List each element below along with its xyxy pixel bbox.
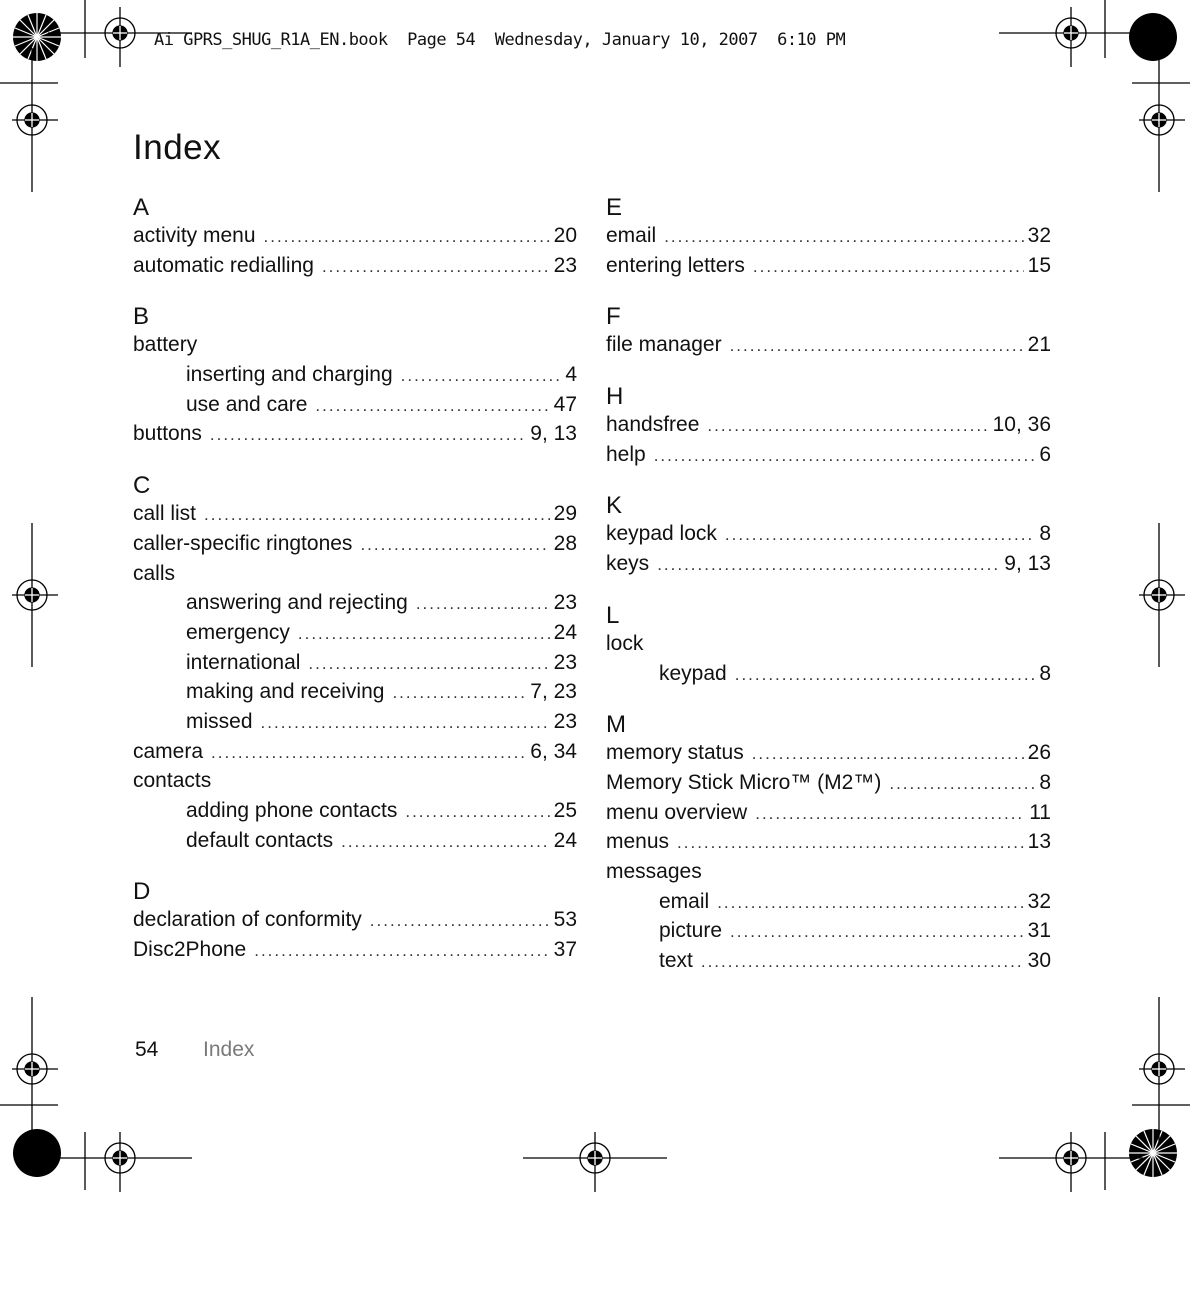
index-group-e — [606, 195, 1051, 280]
dot-leader — [717, 888, 1023, 917]
index-term: keypad — [659, 661, 727, 685]
dot-leader — [677, 828, 1024, 857]
index-page-ref: 26 — [1027, 741, 1051, 765]
index-letter-heading: B — [133, 303, 150, 331]
index-term: email — [659, 889, 710, 913]
index-group-m — [606, 712, 1051, 976]
dot-leader — [654, 441, 1036, 470]
footer-section-name: Index — [203, 1038, 255, 1061]
dot-leader — [341, 827, 550, 856]
crosshair-mark — [12, 523, 58, 667]
index-term: declaration of conformity — [133, 908, 362, 932]
index-subentry — [606, 946, 1051, 976]
index-group-b — [133, 304, 577, 449]
index-page-ref: 7, 23 — [530, 680, 577, 704]
index-letter-heading: A — [133, 194, 150, 221]
index-term: camera — [133, 739, 204, 763]
index-term: use and care — [186, 392, 308, 416]
index-entry — [606, 629, 1051, 659]
crosshair-mark — [999, 1132, 1143, 1192]
index-entry — [606, 519, 1051, 549]
index-page-ref: 11 — [1029, 800, 1051, 824]
footer-page-number: 54 — [135, 1038, 159, 1061]
index-subentry — [133, 707, 577, 737]
index-term: battery — [133, 333, 198, 357]
print-slug-page: Page 54 — [407, 30, 476, 50]
dot-leader — [735, 660, 1036, 689]
index-subentry — [133, 677, 577, 707]
index-term: email — [606, 224, 657, 247]
dot-leader — [725, 520, 1035, 549]
index-entry — [133, 499, 577, 529]
crosshair-mark — [48, 1132, 192, 1192]
index-group-c — [133, 473, 577, 855]
index-term: lock — [606, 631, 644, 655]
index-page-ref: 6 — [1039, 442, 1051, 466]
dot-leader — [392, 678, 526, 707]
index-entry — [606, 251, 1051, 281]
index-letter-heading: F — [606, 303, 621, 331]
dot-leader — [315, 391, 549, 420]
index-entry — [606, 221, 1051, 251]
index-entry — [606, 549, 1051, 579]
index-entry — [606, 827, 1051, 857]
index-page-ref: 24 — [553, 828, 577, 852]
index-entry — [133, 529, 577, 559]
dot-leader — [405, 797, 549, 826]
index-term: memory status — [606, 741, 744, 765]
index-entry — [133, 905, 577, 935]
index-group-h — [606, 384, 1051, 469]
index-term: text — [659, 949, 693, 972]
index-term: missed — [186, 709, 253, 733]
index-term: answering and rejecting — [186, 591, 408, 615]
page-title: Index — [133, 128, 222, 167]
index-term: activity menu — [133, 224, 256, 247]
solid-dot-mark-top-right — [1129, 13, 1177, 61]
index-term: international — [186, 650, 301, 674]
index-term: inserting and charging — [186, 363, 393, 387]
index-page-ref: 6, 34 — [530, 739, 577, 763]
index-page-ref: 23 — [553, 591, 577, 615]
index-entry — [133, 251, 577, 281]
index-entry — [133, 419, 577, 449]
index-page-ref: 23 — [553, 709, 577, 733]
crosshair-mark — [1139, 48, 1185, 192]
crosshair-mark — [999, 7, 1143, 67]
dot-leader — [210, 420, 526, 449]
solid-dot-mark-bottom-left — [13, 1129, 61, 1177]
index-entry — [606, 768, 1051, 798]
index-term: emergency — [186, 620, 290, 644]
index-subentry — [133, 360, 577, 390]
dot-leader — [370, 906, 550, 935]
dot-leader — [730, 331, 1024, 360]
index-page-ref: 9, 13 — [530, 422, 577, 446]
dot-leader — [889, 769, 1035, 798]
index-term: automatic redialling — [133, 253, 314, 277]
index-page-ref: 32 — [1027, 224, 1051, 247]
index-letter-heading: D — [133, 878, 151, 906]
index-page-ref: 8 — [1039, 770, 1051, 794]
dot-leader — [261, 708, 550, 737]
index-group-a — [133, 195, 577, 280]
index-subentry — [133, 588, 577, 618]
dot-leader — [204, 500, 550, 529]
dot-leader — [755, 799, 1025, 828]
dot-leader — [264, 222, 550, 251]
index-page-ref: 31 — [1027, 919, 1051, 943]
index-entry — [606, 798, 1051, 828]
index-term: entering letters — [606, 253, 745, 277]
index-term: picture — [659, 919, 723, 943]
index-page-ref: 24 — [553, 620, 577, 644]
crosshair-mark — [12, 997, 58, 1141]
index-page-ref: 37 — [553, 938, 577, 962]
index-page-ref: 23 — [553, 253, 577, 277]
index-page-ref: 15 — [1027, 253, 1051, 277]
index-term: making and receiving — [186, 680, 385, 704]
crosshair-mark — [1139, 523, 1185, 667]
index-page-ref: 29 — [553, 502, 577, 526]
dot-leader — [707, 411, 988, 440]
index-entry — [606, 410, 1051, 440]
index-term: contacts — [133, 769, 212, 793]
index-term: call list — [133, 502, 197, 526]
index-page-ref: 25 — [553, 799, 577, 822]
index-letter-heading: C — [133, 472, 151, 500]
index-term: default contacts — [186, 828, 334, 852]
index-subentry — [133, 826, 577, 856]
index-subentry — [133, 648, 577, 678]
index-letter-heading: E — [606, 194, 623, 221]
index-page-ref: 23 — [553, 650, 577, 674]
dot-leader — [730, 917, 1024, 946]
dot-leader — [308, 649, 549, 678]
index-page-ref: 8 — [1039, 522, 1051, 546]
index-term: calls — [133, 561, 176, 585]
index-subentry — [133, 618, 577, 648]
index-page-ref: 32 — [1027, 889, 1051, 913]
dot-leader — [416, 589, 550, 618]
print-slug-time: 6:10 PM — [777, 30, 846, 50]
dot-leader — [254, 936, 549, 965]
dot-leader — [664, 222, 1023, 251]
index-letter-heading: H — [606, 383, 624, 411]
dot-leader — [657, 550, 1000, 579]
index-page-ref: 9, 13 — [1004, 552, 1051, 576]
index-page-ref: 21 — [1027, 333, 1051, 357]
dot-leader — [701, 947, 1024, 976]
index-page-ref: 53 — [553, 908, 577, 932]
index-column-right — [606, 195, 1051, 1000]
dot-leader — [322, 252, 550, 281]
index-term: Memory Stick Micro™ (M2™) — [606, 770, 882, 794]
index-entry — [606, 738, 1051, 768]
index-page-ref: 30 — [1027, 949, 1051, 972]
index-term: caller-specific ringtones — [133, 531, 353, 555]
print-slug-date: Wednesday, January 10, 2007 — [494, 30, 758, 50]
index-group-l — [606, 603, 1051, 688]
index-subentry — [133, 796, 577, 826]
index-term: keys — [606, 552, 650, 576]
index-page-ref: 4 — [565, 363, 577, 387]
index-subentry — [606, 659, 1051, 689]
index-entry — [133, 221, 577, 251]
dot-leader — [211, 738, 526, 767]
dot-leader — [752, 739, 1024, 768]
index-group-f — [606, 304, 1051, 360]
dot-leader — [401, 361, 562, 390]
index-term: keypad lock — [606, 522, 717, 546]
index-entry — [606, 330, 1051, 360]
dot-leader — [298, 619, 550, 648]
index-term: handsfree — [606, 413, 700, 437]
dot-leader — [753, 252, 1024, 281]
index-term: Disc2Phone — [133, 938, 247, 962]
index-entry — [133, 766, 577, 796]
index-entry — [606, 440, 1051, 470]
index-term: adding phone contacts — [186, 799, 398, 822]
index-letter-heading: M — [606, 711, 626, 739]
index-page-ref: 8 — [1039, 661, 1051, 685]
index-page-ref: 10, 36 — [992, 413, 1051, 437]
index-term: file manager — [606, 333, 722, 357]
print-slug-file: Ai GPRS_SHUG_R1A_EN.book — [154, 30, 388, 50]
index-page-ref: 28 — [553, 531, 577, 555]
crosshair-mark — [12, 48, 58, 192]
index-entry — [133, 559, 577, 589]
index-letter-heading: K — [606, 492, 623, 520]
index-term: buttons — [133, 422, 202, 446]
index-subentry — [606, 916, 1051, 946]
index-entry — [133, 330, 577, 360]
crosshair-mark — [1139, 997, 1185, 1141]
index-entry — [606, 857, 1051, 887]
index-column-left — [133, 195, 577, 989]
dot-leader — [360, 530, 549, 559]
index-entry — [133, 737, 577, 767]
index-group-d — [133, 879, 577, 964]
print-slug-header — [154, 30, 845, 50]
index-term: menu overview — [606, 800, 748, 824]
index-term: menus — [606, 830, 670, 854]
index-page-ref: 47 — [553, 392, 577, 416]
index-page-ref: 13 — [1027, 830, 1051, 854]
index-subentry — [606, 887, 1051, 917]
index-page-ref: 20 — [553, 224, 577, 247]
index-term: messages — [606, 859, 702, 883]
index-letter-heading: L — [606, 601, 620, 629]
index-group-k — [606, 493, 1051, 578]
index-entry — [133, 935, 577, 965]
index-subentry — [133, 390, 577, 420]
crosshair-mark — [523, 1132, 667, 1192]
index-term: help — [606, 442, 646, 466]
